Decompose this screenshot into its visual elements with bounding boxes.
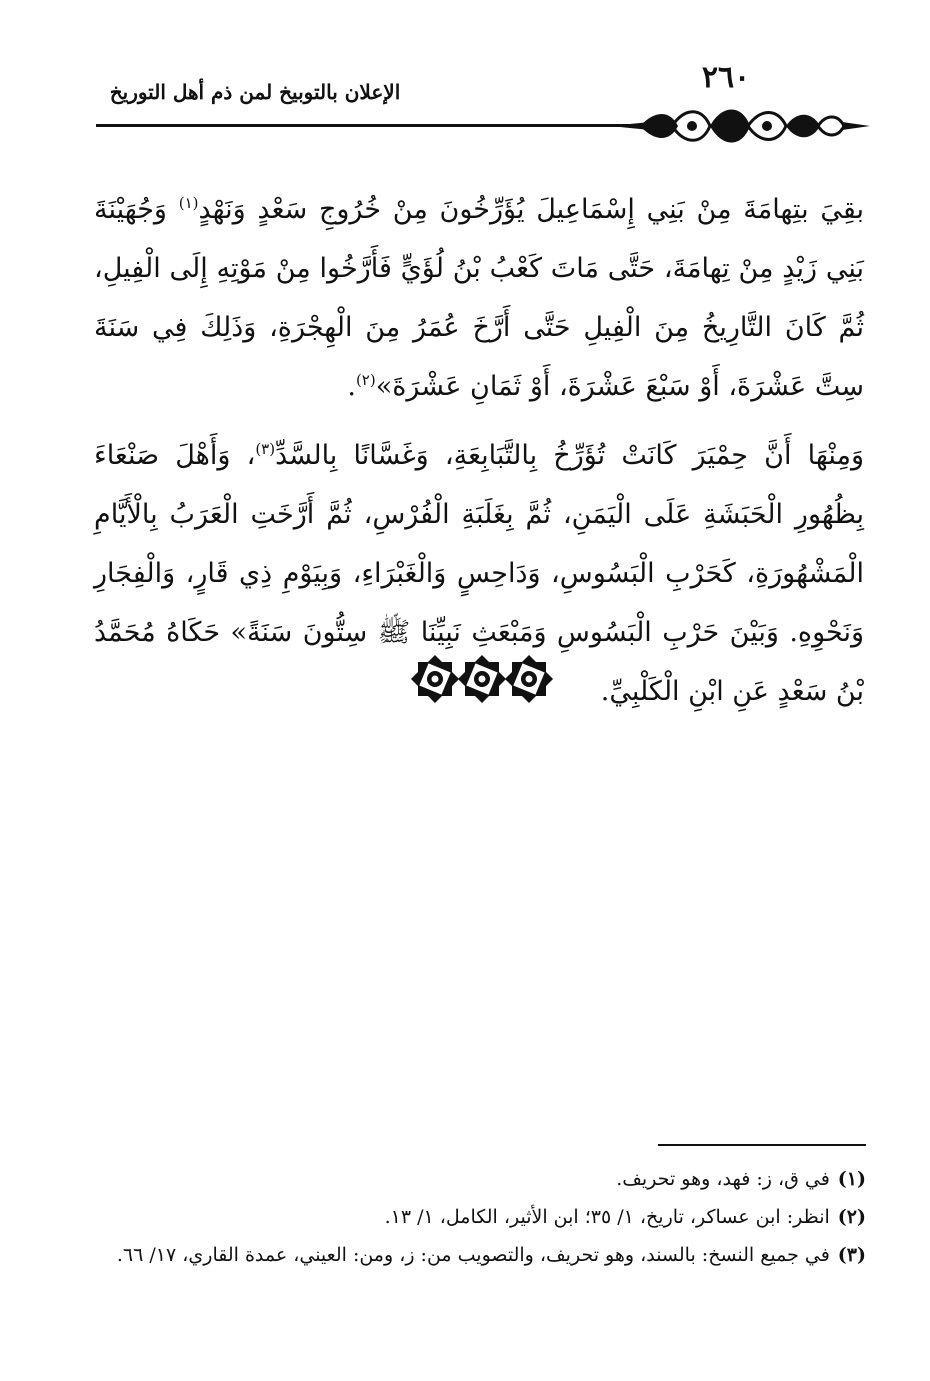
paragraph-1-text-c: .: [347, 371, 356, 402]
footnote-ref-1: (١): [178, 194, 199, 212]
footnote-number: (٢): [837, 1206, 866, 1228]
page-number: ٢٦٠: [701, 60, 751, 95]
footnote-1: [94, 1160, 866, 1198]
paragraph-2-text-a: وَمِنْهَا أَنَّ حِمْيَرَ كَانَتْ تُؤَرِّخُ بِالتَّبَابِعَةِ، وَغَسَّانًا بِالسَّدِّ: [275, 440, 864, 471]
body-text: [94, 180, 864, 721]
footnote-text: انظر: ابن عساكر، تاريخ، ١/ ٣٥؛ ابن الأثير، الكامل، ١/ ١٣.: [384, 1206, 830, 1228]
header-rule: [96, 124, 636, 127]
footnote-rule: [658, 1144, 866, 1146]
footnote-2: [94, 1198, 866, 1236]
paragraph-1-text-b: وَجُهَيْنَةَ بَنِي زَيْدٍ مِنْ تِهامَةَ، حَتَّى مَاتَ كَعْبُ بْنُ لُؤَيٍّ فَأَرَّخُوا مِنْ مَوْتِهِ إِلَى الْفِيلِ، ثُمَّ كَانَ التَّارِيخُ مِنَ الْفِيلِ حَتَّى أَرَّخَ عُمَرُ مِنَ الْهِجْرَةِ، وَذَلِكَ فِي سَنَةَ سِتَّ عَشْرَةَ، أَوْ سَبْعَ عَشْرَةَ، أَوْ ثَمَانِ عَشْرَةَ»: [94, 194, 864, 402]
paragraph-1: [94, 180, 864, 416]
footnote-ref-3: (٣): [255, 440, 276, 458]
triple-star-ornament-icon: [407, 654, 557, 704]
footnote-number: (٣): [837, 1244, 866, 1266]
footnote-number: (١): [837, 1168, 866, 1190]
footnote-text: في ق، ز: فهد، وهو تحريف.: [616, 1168, 830, 1190]
footnote-text: في جميع النسخ: بالسند، وهو تحريف، والتصويب من: ز، ومن: العيني، عمدة القاري، ١٧/ ٦٦.: [116, 1244, 830, 1266]
footnote-3: [94, 1236, 866, 1274]
floral-header-ornament-icon: [610, 102, 870, 152]
paragraph-1-text-a: بقِيَ بتِهامَةَ مِنْ بَنِي إِسْمَاعِيلَ يُؤَرِّخُونَ مِنْ خُرُوجِ سَعْدٍ وَنَهْدٍ: [198, 194, 865, 225]
paragraph-2-text-b: ، وَأَهْلَ صَنْعَاءَ بِظُهُورِ الْحَبَشَةِ عَلَى الْيَمَنِ، ثُمَّ بِغَلَبَةِ الْفُرْسِ، ثُمَّ أَرَّخَتِ الْعَرَبُ بِالْأَيَّامِ الْمَشْهُورَةِ، كَحَرْبِ الْبَسُوسِ، وَدَاحِسٍ وَالْغَبْرَاءِ، وَبِيَوْمِ ذِي قَارٍ، وَالْفِجَارِ وَنَحْوِهِ. وَبَيْنَ حَرْبِ الْبَسُوسِ وَمَبْعَثِ نَبِيِّنَا ﷺ سِتُّونَ سَنَةً» حَكَاهُ مُحَمَّدُ بْنُ سَعْدٍ عَنِ ابْنِ الْكَلْبِيِّ.: [94, 440, 864, 707]
running-title: الإعلان بالتوبيخ لمن ذم أهل التوريخ: [109, 80, 401, 104]
footnotes: [94, 1160, 866, 1274]
footnote-ref-2: (٢): [355, 371, 376, 389]
